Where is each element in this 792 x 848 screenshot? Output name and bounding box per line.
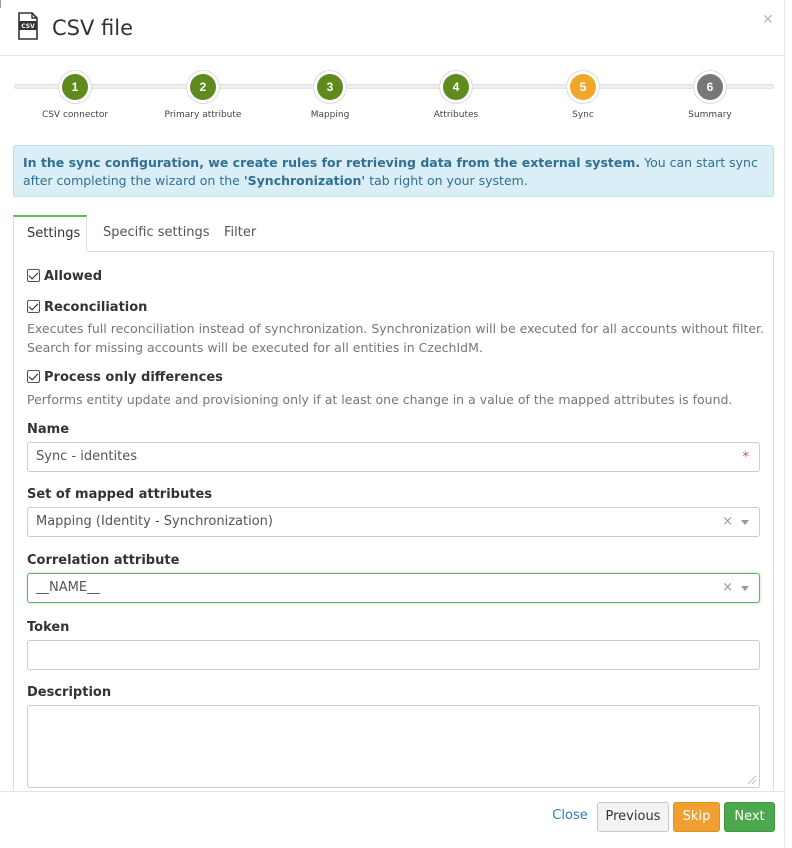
close-icon[interactable]: ✕ xyxy=(762,11,774,27)
reconciliation-checkbox[interactable] xyxy=(27,300,40,313)
tab-bar xyxy=(13,215,774,252)
token-label: Token xyxy=(27,620,70,635)
reconciliation-checkbox-row[interactable] xyxy=(27,300,147,315)
tab-specific-settings[interactable]: Specific settings xyxy=(103,225,210,240)
alert-text-end: tab right on your system. xyxy=(365,173,528,188)
resize-handle-icon[interactable] xyxy=(748,776,756,784)
mapping-select[interactable] xyxy=(27,507,760,537)
info-alert xyxy=(13,145,774,197)
next-button[interactable]: Next xyxy=(724,802,775,832)
tab-settings[interactable]: Settings xyxy=(13,215,87,252)
step-label: Summary xyxy=(688,110,732,120)
csv-file-icon xyxy=(17,12,39,45)
wizard-stepper xyxy=(0,70,784,130)
previous-button[interactable]: Previous xyxy=(597,802,669,832)
step-number: 5 xyxy=(570,74,596,100)
step-label: Sync xyxy=(572,110,594,120)
tab-filter[interactable]: Filter xyxy=(224,225,257,240)
alert-tab-name: 'Synchronization' xyxy=(243,173,366,188)
description-textarea[interactable] xyxy=(27,705,760,788)
differential-checkbox[interactable] xyxy=(27,370,40,383)
clear-icon[interactable]: × xyxy=(722,514,733,529)
modal-header xyxy=(0,0,784,56)
mapping-label: Set of mapped attributes xyxy=(27,487,213,502)
chevron-down-icon[interactable] xyxy=(741,520,749,525)
name-label: Name xyxy=(27,422,70,437)
step-number: 3 xyxy=(317,74,343,100)
step-attributes[interactable] xyxy=(396,70,516,120)
modal-title: CSV file xyxy=(52,16,134,40)
scrollbar-track xyxy=(784,0,785,847)
correlation-select[interactable] xyxy=(27,573,760,603)
description-label: Description xyxy=(27,685,112,700)
step-mapping[interactable] xyxy=(270,70,390,120)
reconciliation-help: Executes full reconciliation instead of synchronization. Synchronization will be executed for all accounts without filter. Search for missing accounts will be executed for all entities in CzechIdM. xyxy=(27,321,764,355)
csv-icon-text: CSV xyxy=(21,23,35,30)
correlation-label: Correlation attribute xyxy=(27,553,180,568)
step-number: 1 xyxy=(62,74,88,100)
differential-checkbox-row[interactable] xyxy=(27,370,223,385)
close-button[interactable]: Close xyxy=(552,808,588,823)
alert-bold-text: In the sync configuration, we create rules for retrieving data from the external system. xyxy=(23,155,641,170)
step-number: 6 xyxy=(697,74,723,100)
skip-button[interactable]: Skip xyxy=(673,802,720,832)
step-primary-attribute[interactable] xyxy=(143,70,263,120)
alert-text: You can start sync after completing the wizard on the xyxy=(23,155,758,188)
name-input[interactable] xyxy=(27,442,760,472)
correlation-value: __NAME__ xyxy=(36,580,101,595)
required-mark: * xyxy=(742,450,749,465)
clear-icon[interactable]: × xyxy=(722,580,733,595)
step-label: Attributes xyxy=(433,110,479,120)
allowed-label: Allowed xyxy=(44,269,103,284)
token-input[interactable] xyxy=(27,640,760,670)
step-label: Primary attribute xyxy=(164,110,242,120)
chevron-down-icon[interactable] xyxy=(741,586,749,591)
step-number: 2 xyxy=(190,74,216,100)
mapping-value: Mapping (Identity - Synchronization) xyxy=(36,514,273,529)
step-summary[interactable] xyxy=(650,70,770,120)
differential-help: Performs entity update and provisioning only if at least one change in a value of the mapped attributes is found. xyxy=(27,392,733,407)
step-number: 4 xyxy=(443,74,469,100)
differential-label: Process only differences xyxy=(44,370,223,385)
modal-footer xyxy=(0,791,784,848)
reconciliation-label: Reconciliation xyxy=(44,300,148,315)
step-csv-connector[interactable] xyxy=(15,70,135,120)
step-label: Mapping xyxy=(310,110,350,120)
step-sync[interactable] xyxy=(523,70,643,120)
step-label: CSV connector xyxy=(41,110,109,120)
name-value: Sync - identites xyxy=(36,449,137,464)
allowed-checkbox-row[interactable] xyxy=(27,269,102,284)
allowed-checkbox[interactable] xyxy=(27,269,40,282)
